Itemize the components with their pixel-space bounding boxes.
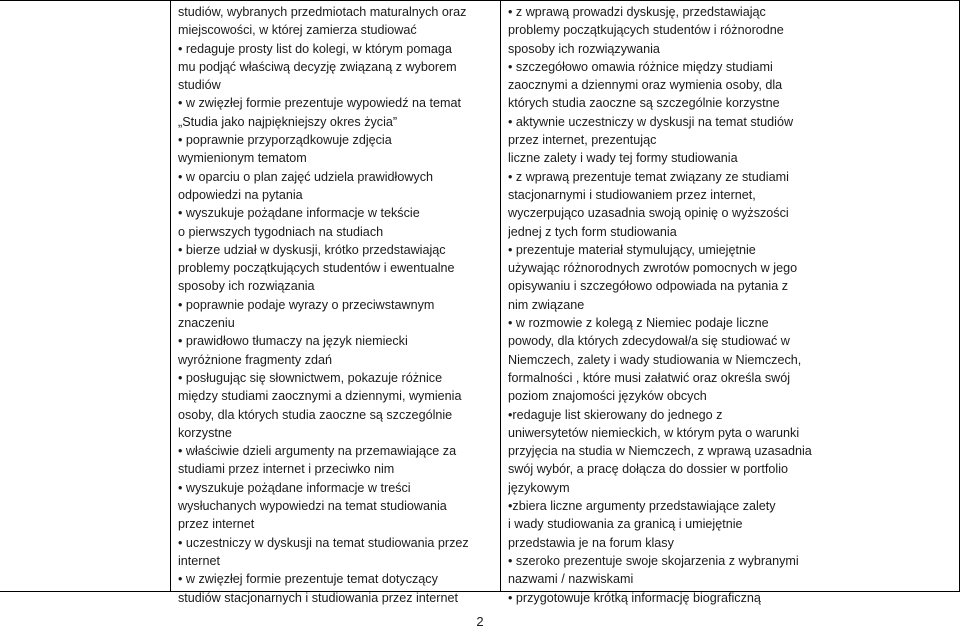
criteria-line: studiów stacjonarnych i studiowania przez internet xyxy=(178,590,459,605)
criteria-line: • szeroko prezentuje swoje skojarzenia z wybranymi xyxy=(508,553,799,568)
criteria-line: i wady studiowania za granicą i umiejętnie xyxy=(508,517,743,532)
criteria-line: osoby, dla których studia zaoczne są szczególnie xyxy=(178,407,453,422)
criteria-line: • w zwięzłej formie prezentuje wypowiedź na temat xyxy=(178,96,461,111)
criteria-line: sposoby ich rozwiązania xyxy=(178,279,315,294)
criteria-line: •zbiera liczne argumenty przedstawiające zalety xyxy=(508,499,776,514)
criteria-line: • w rozmowie z kolegą z Niemiec podaje liczne xyxy=(508,316,769,331)
criteria-line: wyróżnione fragmenty zdań xyxy=(178,352,333,367)
table-divider-left xyxy=(170,1,171,591)
criteria-line: • bierze udział w dyskusji, krótko przedstawiając xyxy=(178,242,446,257)
left-criteria-column xyxy=(178,3,494,607)
criteria-line: przyjęcia na studia w Niemczech, z wprawą uzasadnia xyxy=(508,444,812,459)
criteria-line: liczne zalety i wady tej formy studiowania xyxy=(508,151,738,166)
criteria-line: swój wybór, a pracę dołącza do dossier w portfolio xyxy=(508,462,789,477)
criteria-line: przez internet xyxy=(178,517,255,532)
criteria-line: mu podjąć właściwą decyzję związaną z wyborem xyxy=(178,59,457,74)
criteria-line: • prawidłowo tłumaczy na język niemiecki xyxy=(178,334,408,349)
criteria-line: studiów, wybranych przedmiotach maturalnych oraz xyxy=(178,5,467,19)
criteria-line: • z wprawą prowadzi dyskusję, przedstawiając xyxy=(508,5,766,19)
criteria-line: Niemczech, zalety i wady studiowania w Niemczech, xyxy=(508,352,802,367)
criteria-line: •redaguje list skierowany do jednego z xyxy=(508,407,723,422)
criteria-line: sposoby ich rozwiązywania xyxy=(508,41,660,56)
criteria-line: problemy początkujących studentów i ewentualne xyxy=(178,261,455,276)
criteria-line: powody, dla których zdecydował/a się studiować w xyxy=(508,334,790,349)
criteria-line: których studia zaoczne są szczególnie korzystne xyxy=(508,96,780,111)
criteria-line: wyczerpująco uzasadnia swoją opinię o wyższości xyxy=(508,206,789,221)
criteria-line: „Studia jako najpiękniejszy okres życia” xyxy=(178,114,398,129)
criteria-line: używając różnorodnych zwrotów pomocnych w jego xyxy=(508,261,798,276)
criteria-line: • aktywnie uczestniczy w dyskusji na temat studiów xyxy=(508,114,794,129)
right-criteria-column xyxy=(508,3,954,607)
criteria-line: językowym xyxy=(508,480,570,495)
criteria-line: • w oparciu o plan zajęć udziela prawidłowych xyxy=(178,169,434,184)
criteria-line: wymienionym tematom xyxy=(178,151,307,166)
criteria-line: uniwersytetów niemieckich, w którym pyta o warunki xyxy=(508,425,800,440)
criteria-line: opisywaniu i szczegółowo odpowiada na pytania z xyxy=(508,279,789,294)
table-divider-middle xyxy=(500,1,501,591)
criteria-line: między studiami zaocznymi a dziennymi, wymienia xyxy=(178,389,462,404)
page-number: 2 xyxy=(476,614,484,629)
criteria-line: wysłuchanych wypowiedzi na temat studiowania xyxy=(178,499,447,514)
criteria-line: zaocznymi a dziennymi oraz wymienia osoby, dla xyxy=(508,78,783,93)
criteria-line: internet xyxy=(178,553,221,568)
criteria-line: poziom znajomości języków obcych xyxy=(508,389,707,404)
criteria-line: formalności , które musi załatwić oraz określa swój xyxy=(508,370,791,385)
criteria-line: odpowiedzi na pytania xyxy=(178,187,303,202)
criteria-line: przez internet, prezentując xyxy=(508,133,657,148)
criteria-line: jednej z tych form studiowania xyxy=(508,224,677,239)
criteria-line: • poprawnie przyporządkowuje zdjęcia xyxy=(178,133,392,148)
criteria-line: • szczegółowo omawia różnice między studiami xyxy=(508,59,773,74)
criteria-line: • redaguje prosty list do kolegi, w którym pomaga xyxy=(178,41,452,56)
criteria-line: problemy początkujących studentów i różnorodne xyxy=(508,23,784,38)
criteria-line: nim związane xyxy=(508,297,585,312)
criteria-line: • z wprawą prezentuje temat związany ze studiami xyxy=(508,169,789,184)
criteria-line: • posługując się słownictwem, pokazuje różnice xyxy=(178,370,443,385)
criteria-line: miejscowości, w której zamierza studiować xyxy=(178,23,417,38)
criteria-line: • poprawnie podaje wyrazy o przeciwstawnym xyxy=(178,297,435,312)
criteria-line: • wyszukuje pożądane informacje w treści xyxy=(178,480,411,495)
criteria-line: stacjonarnymi i studiowaniem przez internet, xyxy=(508,187,756,202)
criteria-line: • prezentuje materiał stymulujący, umiejętnie xyxy=(508,242,756,257)
criteria-line: • przygotowuje krótką informację biograficzną xyxy=(508,590,761,605)
criteria-line: studiami przez internet i przeciwko nim xyxy=(178,462,395,477)
criteria-line: • wyszukuje pożądane informacje w tekście xyxy=(178,206,420,221)
criteria-line: korzystne xyxy=(178,425,232,440)
criteria-line: przedstawia je na forum klasy xyxy=(508,535,674,550)
criteria-line: o pierwszych tygodniach na studiach xyxy=(178,224,384,239)
criteria-line: nazwami / nazwiskami xyxy=(508,572,634,587)
criteria-line: • właściwie dzieli argumenty na przemawiające za xyxy=(178,444,457,459)
criteria-line: • uczestniczy w dyskusji na temat studiowania przez xyxy=(178,535,469,550)
criteria-line: znaczeniu xyxy=(178,316,235,331)
criteria-line: • w zwięzłej formie prezentuje temat dotyczący xyxy=(178,572,438,587)
criteria-line: studiów xyxy=(178,78,221,93)
